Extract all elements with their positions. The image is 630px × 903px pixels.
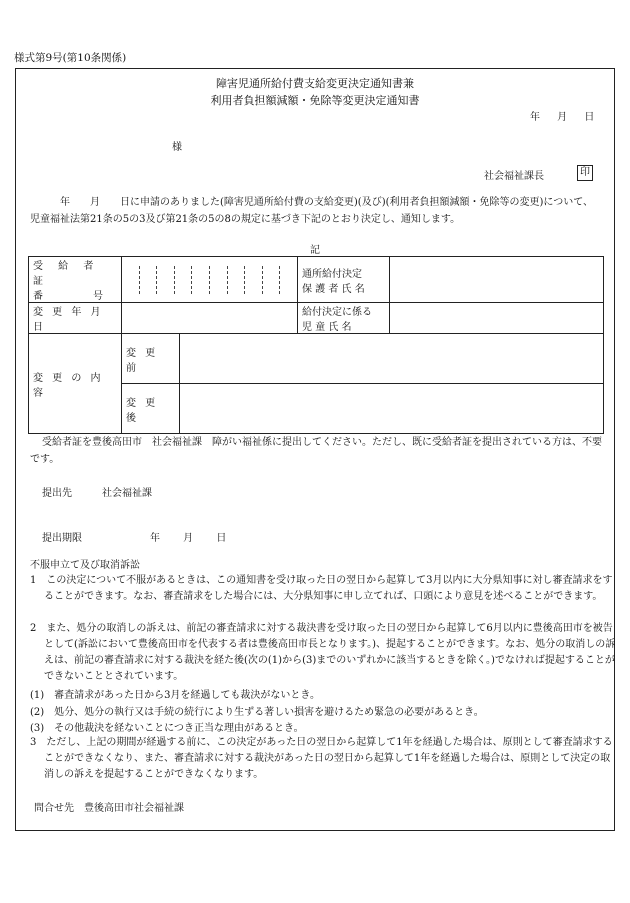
after-field[interactable]: [180, 384, 604, 434]
submit-to-value: 社会福祉課: [102, 488, 152, 499]
child-name-field[interactable]: [390, 303, 604, 334]
change-date-label: 変 更 年 月 日: [29, 303, 122, 334]
after-label: 変 更 後: [122, 384, 180, 434]
appeal-item-3: 3 ただし、上記の期間が経過する前に、この決定があった日の翌日から起算して1年を経過した場合は、原則として審査請求することができなくなり、また、審査請求に対する裁決があった日の翌日から起算して1年を経過した場合は、原則として決定の取消しの訴えを提起することができなくなります。: [30, 737, 613, 780]
deadline-date: 年 月 日: [150, 533, 227, 544]
appeal-sub-3: (3) その他裁決を経ないことにつき正当な理由があるとき。: [30, 723, 304, 734]
guardian-name-label: 通所給付決定 保 護 者 氏 名: [298, 257, 390, 303]
seal-mark: 印: [577, 165, 593, 181]
change-content-label: 変 更 の 内 容: [29, 334, 122, 434]
document-title-line1: 障害児通所給付費支給変更決定通知書兼: [216, 77, 414, 90]
intro-paragraph: 年 月 日に申請のありました(障害児通所給付費の支給変更)(及び)(利用者負担額減額・免除等の変更)について、児童福祉法第21条の5の3及び第21条の5の8の規定に基づき下記のとおり決定し、通知します。: [30, 197, 594, 225]
form-number: 様式第9号(第10条関係): [14, 52, 127, 64]
issuer-title: 社会福祉課長: [484, 171, 544, 182]
ki-heading: 記: [310, 245, 320, 256]
guardian-name-field[interactable]: [390, 257, 604, 303]
before-label: 変 更 前: [122, 334, 180, 384]
recipient-no-label: 受 給 者 証 番 号: [29, 257, 122, 303]
submit-note: 受給者証を豊後高田市 社会福祉課 障がい福祉係に提出してください。ただし、既に受給者証を提出されている方は、不要です。: [30, 437, 602, 465]
submit-to-label: 提出先: [42, 488, 72, 499]
appeal-item-2: 2 また、処分の取消しの訴えは、前記の審査請求に対する裁決書を受け取った日の翌日から起算して6月以内に豊後高田市を被告として(訴訟において豊後高田市を代表する者は豊後高田市長となります。)、提起することができます。なお、処分の取消しの訴えは、前記の審査請求に対する裁決を経た後(次の(1)から(3)までのいずれかに該当するときを除く。)でなければ提起することができないこととされています。: [30, 623, 616, 682]
document-title-line2: 利用者負担額減額・免除等変更決定通知書: [210, 94, 420, 107]
recipient-no-field[interactable]: [122, 257, 298, 303]
recipient-suffix: 様: [172, 142, 182, 153]
appeal-heading: 不服申立て及び取消訴訟: [30, 560, 140, 571]
change-date-field[interactable]: [122, 303, 298, 334]
before-field[interactable]: [180, 334, 604, 384]
child-name-label: 給付決定に係る 児 童 氏 名: [298, 303, 390, 334]
contact-line: 問合せ先 豊後高田市社会福祉課: [34, 803, 184, 814]
details-table: [28, 256, 604, 434]
issue-date: 年 月 日: [530, 112, 595, 123]
appeal-sub-1: (1) 審査請求があった日から3月を経過しても裁決がないとき。: [30, 690, 321, 701]
appeal-sub-2: (2) 処分、処分の執行又は手続の続行により生ずる著しい損害を避けるため緊急の必要があるとき。: [30, 707, 484, 718]
appeal-item-1: 1 この決定について不服があるときは、この通知書を受け取った日の翌日から起算して3月以内に大分県知事に対し審査請求をすることができます。なお、審査請求をした場合には、大分県知事に申し立てれば、口頭により意見を述べることができます。: [30, 575, 613, 602]
deadline-label: 提出期限: [42, 533, 82, 544]
